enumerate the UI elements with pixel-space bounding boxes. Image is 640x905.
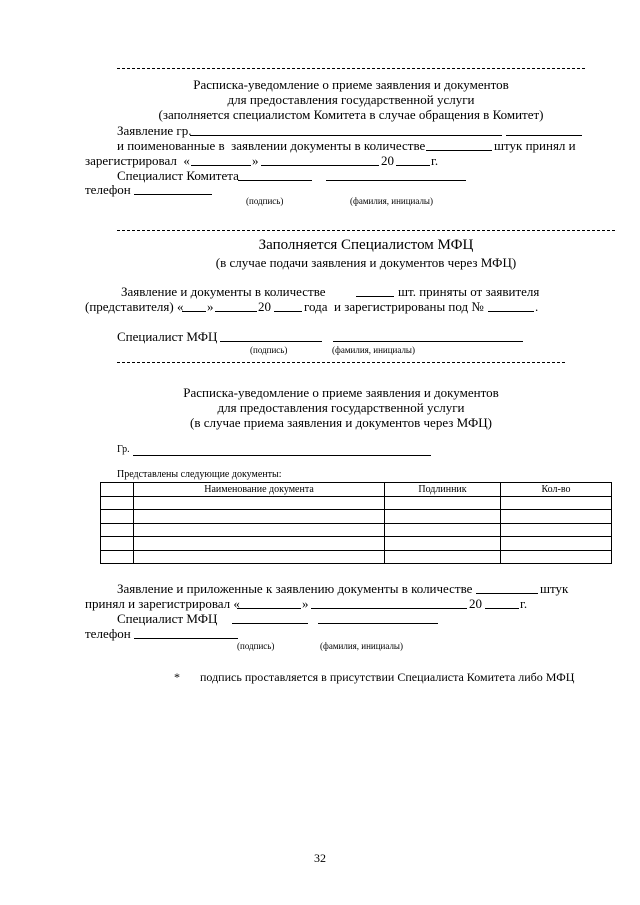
year-prefix: 20 <box>381 153 394 168</box>
table-cell[interactable] <box>101 550 134 564</box>
registered-label: зарегистрировал « <box>85 153 190 168</box>
table-cell[interactable] <box>501 496 612 510</box>
attached-docs-text: Заявление и приложенные к заявлению документы в количестве <box>117 581 473 596</box>
reg-day-field[interactable] <box>191 165 251 166</box>
table-cell[interactable] <box>134 523 385 537</box>
table-cell[interactable] <box>134 510 385 524</box>
docs-count-field[interactable] <box>426 150 492 151</box>
attached-year-field[interactable] <box>485 608 519 609</box>
table-cell[interactable] <box>101 537 134 551</box>
table-row <box>101 510 612 524</box>
documents-table <box>100 482 612 564</box>
citizen-name-field[interactable] <box>133 455 431 456</box>
receipt-title-2: для предоставления государственной услуги <box>227 92 475 107</box>
attached-year-suffix: г. <box>520 596 528 611</box>
table-cell[interactable] <box>385 550 501 564</box>
signature-hint: (подпись) <box>246 196 284 206</box>
quote-close: » <box>252 153 259 168</box>
table-cell[interactable] <box>501 510 612 524</box>
mfc-docs-count-field[interactable] <box>356 296 394 297</box>
attached-docs-count-field[interactable] <box>476 593 538 594</box>
pieces-text: штук <box>540 581 569 596</box>
representative-text: (представителя) « <box>85 299 184 314</box>
phone-field-2[interactable] <box>134 638 238 639</box>
table-row <box>101 523 612 537</box>
mfc-section-title: Заполняется Специалистом МФЦ <box>258 237 474 253</box>
footnote-mark: * <box>174 670 180 684</box>
reg-month-field[interactable] <box>261 165 379 166</box>
year-suffix: г. <box>431 153 439 168</box>
mfc-receipt-title-1: Расписка-уведомление о приеме заявления и документов <box>183 385 499 400</box>
table-cell[interactable] <box>501 537 612 551</box>
footnote-text: подпись проставляется в присутствии Специалиста Комитета либо МФЦ <box>200 670 575 684</box>
name-hint: (фамилия, инициалы) <box>350 196 433 206</box>
citizen-label: Гр. <box>117 444 130 455</box>
table-header-doc-name: Наименование документа <box>134 483 385 497</box>
signature-hint-2: (подпись) <box>237 641 275 651</box>
table-cell[interactable] <box>101 510 134 524</box>
reg-year-field[interactable] <box>396 165 430 166</box>
mfc-reg-number-field[interactable] <box>488 311 534 312</box>
attached-quote-close: » <box>302 596 309 611</box>
phone-field[interactable] <box>134 194 212 195</box>
mfc-name-field-2[interactable] <box>318 623 438 624</box>
mfc-day-field[interactable] <box>182 311 206 312</box>
page-number: 32 <box>314 851 326 865</box>
table-cell[interactable] <box>101 496 134 510</box>
docs-presented-label: Представлены следующие документы: <box>117 469 282 480</box>
mfc-docs-count-text: Заявление и документы в количестве <box>121 284 326 299</box>
mfc-quote-close: » <box>207 299 214 314</box>
mfc-signature-hint: (подпись) <box>250 345 288 355</box>
mfc-registered-text: года и зарегистрированы под № <box>304 299 484 314</box>
mfc-receipt-title-3: (в случае приема заявления и документов через МФЦ) <box>189 415 493 430</box>
mfc-period: . <box>535 299 539 314</box>
mfc-name-hint: (фамилия, инициалы) <box>332 345 415 355</box>
pieces-accepted-text: штук принял и <box>494 138 576 153</box>
table-cell[interactable] <box>101 523 134 537</box>
committee-specialist-label: Специалист Комитета <box>117 168 239 183</box>
table-row <box>101 537 612 551</box>
table-cell[interactable] <box>134 537 385 551</box>
mfc-section-subtitle: (в случае подачи заявления и документов через МФЦ) <box>215 255 517 270</box>
table-cell[interactable] <box>385 496 501 510</box>
separator-line <box>117 68 585 69</box>
applicant-name-field[interactable] <box>190 135 502 136</box>
named-docs-text: и поименованные в заявлении документы в количестве <box>117 138 426 153</box>
mfc-accepted-text: шт. приняты от заявителя <box>398 284 540 299</box>
table-header-original: Подлинник <box>385 483 501 497</box>
application-label: Заявление гр. <box>117 123 192 138</box>
table-cell[interactable] <box>501 550 612 564</box>
table-header-row <box>101 483 612 497</box>
table-cell[interactable] <box>385 523 501 537</box>
attached-year-prefix: 20 <box>469 596 482 611</box>
mfc-name-field[interactable] <box>333 341 523 342</box>
separator-line <box>117 362 565 363</box>
mfc-specialist-label-2: Специалист МФЦ <box>117 611 218 626</box>
mfc-signature-field[interactable] <box>220 341 322 342</box>
table-row <box>101 496 612 510</box>
table-cell[interactable] <box>134 550 385 564</box>
mfc-receipt-title-2: для предоставления государственной услуги <box>217 400 465 415</box>
table-cell[interactable] <box>385 510 501 524</box>
mfc-specialist-label: Специалист МФЦ <box>117 329 218 344</box>
separator-line <box>117 230 615 231</box>
table-row <box>101 550 612 564</box>
applicant-name-field-ext[interactable] <box>506 135 582 136</box>
phone-label: телефон <box>85 182 131 197</box>
mfc-month-field[interactable] <box>215 311 257 312</box>
accepted-registered-text: принял и зарегистрировал « <box>85 596 240 611</box>
receipt-title-3: (заполняется специалистом Комитета в случае обращения в Комитет) <box>158 107 544 122</box>
mfc-year-field[interactable] <box>274 311 302 312</box>
attached-month-field[interactable] <box>311 608 467 609</box>
table-cell[interactable] <box>501 523 612 537</box>
table-cell[interactable] <box>134 496 385 510</box>
table-header-index <box>101 483 134 497</box>
receipt-title-1: Расписка-уведомление о приеме заявления и документов <box>193 77 509 92</box>
phone-label-2: телефон <box>85 626 131 641</box>
mfc-signature-field-2[interactable] <box>232 623 308 624</box>
committee-signature-field[interactable] <box>238 180 312 181</box>
mfc-year-prefix: 20 <box>258 299 271 314</box>
table-cell[interactable] <box>385 537 501 551</box>
table-header-count: Кол-во <box>501 483 612 497</box>
committee-name-field[interactable] <box>326 180 466 181</box>
name-hint-2: (фамилия, инициалы) <box>320 641 403 651</box>
attached-day-field[interactable] <box>237 608 301 609</box>
